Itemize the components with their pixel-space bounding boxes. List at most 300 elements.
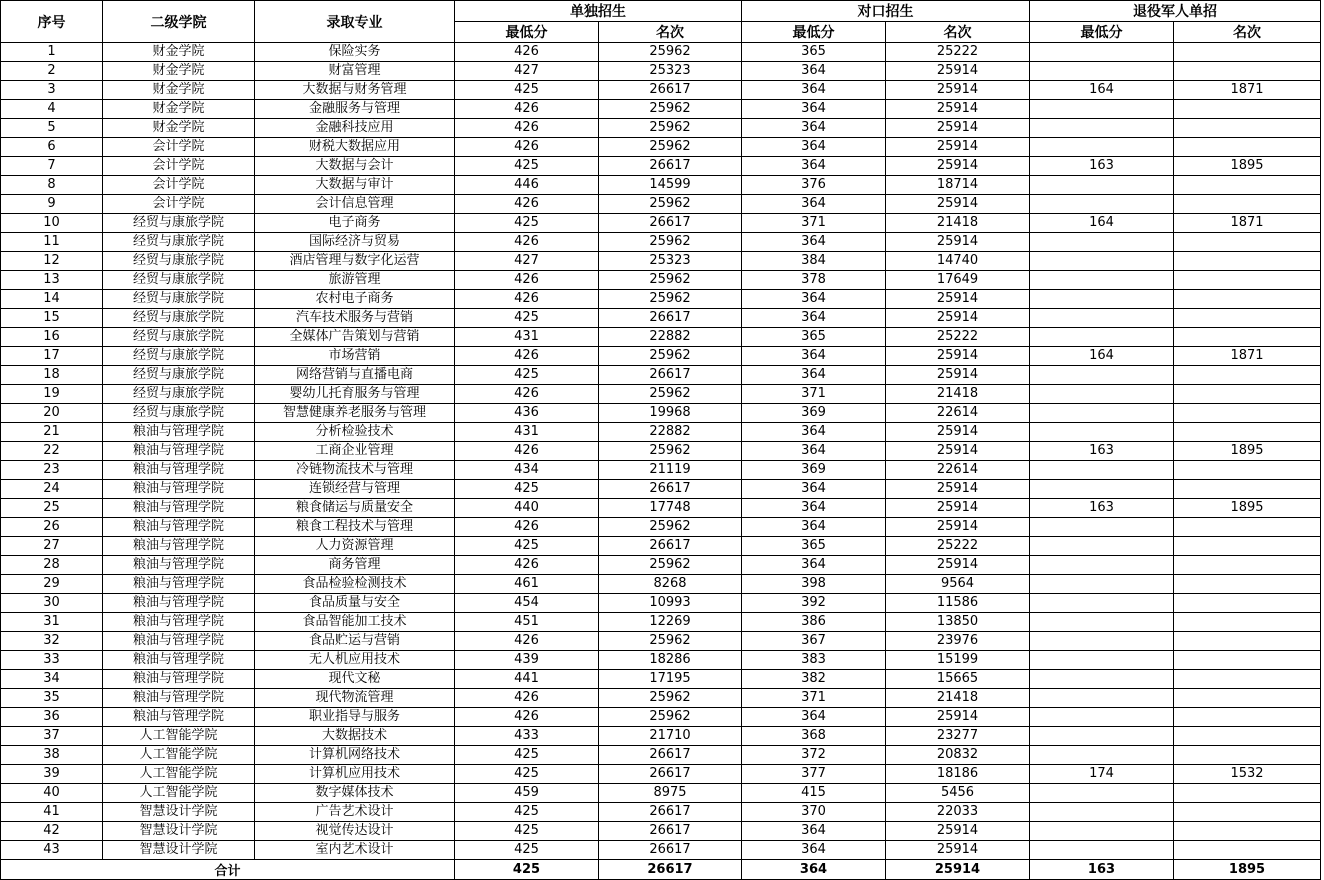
total-cell: 26617: [599, 860, 742, 880]
veteran-rank-cell: [1174, 385, 1321, 404]
single-rank-cell: 25962: [599, 119, 742, 138]
total-cell: 364: [742, 860, 886, 880]
single-min-score-cell: 425: [455, 309, 599, 328]
single-min-score-cell: 426: [455, 708, 599, 727]
counterpart-rank-cell: 21418: [886, 689, 1030, 708]
seq-cell: 35: [1, 689, 103, 708]
major-cell: 计算机网络技术: [255, 746, 455, 765]
single-min-score-cell: 425: [455, 480, 599, 499]
counterpart-rank-cell: 25914: [886, 442, 1030, 461]
header-group-single: 单独招生: [455, 1, 742, 22]
table-row: [1, 499, 1321, 518]
seq-cell: 10: [1, 214, 103, 233]
college-cell: 智慧设计学院: [103, 803, 255, 822]
table-row: [1, 613, 1321, 632]
header-seq: 序号: [1, 1, 103, 43]
single-min-score-cell: 426: [455, 233, 599, 252]
veteran-rank-cell: [1174, 727, 1321, 746]
counterpart-min-score-cell: 364: [742, 81, 886, 100]
single-min-score-cell: 461: [455, 575, 599, 594]
counterpart-min-score-cell: 365: [742, 537, 886, 556]
counterpart-min-score-cell: 371: [742, 385, 886, 404]
counterpart-min-score-cell: 364: [742, 518, 886, 537]
table-row: [1, 366, 1321, 385]
major-cell: 数字媒体技术: [255, 784, 455, 803]
table-row: [1, 138, 1321, 157]
veteran-rank-cell: [1174, 271, 1321, 290]
counterpart-rank-cell: 9564: [886, 575, 1030, 594]
table-row: [1, 537, 1321, 556]
college-cell: 会计学院: [103, 176, 255, 195]
major-cell: 工商企业管理: [255, 442, 455, 461]
total-row: [1, 860, 1321, 880]
counterpart-min-score-cell: 364: [742, 138, 886, 157]
single-rank-cell: 18286: [599, 651, 742, 670]
single-min-score-cell: 446: [455, 176, 599, 195]
counterpart-rank-cell: 25914: [886, 100, 1030, 119]
single-rank-cell: 8268: [599, 575, 742, 594]
header-group-counterpart: 对口招生: [742, 1, 1030, 22]
college-cell: 经贸与康旅学院: [103, 309, 255, 328]
seq-cell: 2: [1, 62, 103, 81]
veteran-min-score-cell: [1030, 784, 1174, 803]
single-min-score-cell: 425: [455, 746, 599, 765]
table-row: [1, 157, 1321, 176]
seq-cell: 37: [1, 727, 103, 746]
table-row: [1, 841, 1321, 860]
counterpart-min-score-cell: 376: [742, 176, 886, 195]
college-cell: 经贸与康旅学院: [103, 347, 255, 366]
major-cell: 婴幼儿托育服务与管理: [255, 385, 455, 404]
counterpart-min-score-cell: 415: [742, 784, 886, 803]
veteran-min-score-cell: [1030, 746, 1174, 765]
major-cell: 粮食工程技术与管理: [255, 518, 455, 537]
table-row: [1, 43, 1321, 62]
seq-cell: 29: [1, 575, 103, 594]
veteran-min-score-cell: [1030, 385, 1174, 404]
single-min-score-cell: 426: [455, 138, 599, 157]
counterpart-rank-cell: 23976: [886, 632, 1030, 651]
single-rank-cell: 22882: [599, 328, 742, 347]
veteran-min-score-cell: [1030, 822, 1174, 841]
total-cell: 25914: [886, 860, 1030, 880]
single-rank-cell: 17748: [599, 499, 742, 518]
veteran-rank-cell: [1174, 366, 1321, 385]
counterpart-rank-cell: 25914: [886, 366, 1030, 385]
veteran-rank-cell: [1174, 176, 1321, 195]
counterpart-rank-cell: 25914: [886, 822, 1030, 841]
veteran-rank-cell: [1174, 480, 1321, 499]
counterpart-rank-cell: 25914: [886, 81, 1030, 100]
counterpart-rank-cell: 15199: [886, 651, 1030, 670]
veteran-min-score-cell: [1030, 632, 1174, 651]
counterpart-rank-cell: 11586: [886, 594, 1030, 613]
table-row: [1, 309, 1321, 328]
veteran-rank-cell: 1895: [1174, 157, 1321, 176]
table-row: [1, 594, 1321, 613]
college-cell: 粮油与管理学院: [103, 594, 255, 613]
counterpart-min-score-cell: 368: [742, 727, 886, 746]
single-min-score-cell: 426: [455, 442, 599, 461]
header-sub: 名次: [599, 22, 742, 43]
single-min-score-cell: 425: [455, 157, 599, 176]
veteran-min-score-cell: [1030, 670, 1174, 689]
college-cell: 财金学院: [103, 81, 255, 100]
seq-cell: 38: [1, 746, 103, 765]
veteran-rank-cell: [1174, 195, 1321, 214]
veteran-rank-cell: [1174, 461, 1321, 480]
college-cell: 人工智能学院: [103, 746, 255, 765]
seq-cell: 43: [1, 841, 103, 860]
counterpart-rank-cell: 25914: [886, 518, 1030, 537]
single-rank-cell: 26617: [599, 803, 742, 822]
single-min-score-cell: 431: [455, 328, 599, 347]
veteran-rank-cell: 1895: [1174, 442, 1321, 461]
counterpart-rank-cell: 25914: [886, 708, 1030, 727]
counterpart-min-score-cell: 398: [742, 575, 886, 594]
table-row: [1, 271, 1321, 290]
table-row: [1, 632, 1321, 651]
veteran-min-score-cell: [1030, 480, 1174, 499]
college-cell: 财金学院: [103, 43, 255, 62]
single-min-score-cell: 426: [455, 518, 599, 537]
college-cell: 会计学院: [103, 157, 255, 176]
table-row: [1, 385, 1321, 404]
veteran-min-score-cell: [1030, 651, 1174, 670]
total-label: 合计: [1, 860, 455, 880]
major-cell: 智慧健康养老服务与管理: [255, 404, 455, 423]
single-min-score-cell: 425: [455, 81, 599, 100]
table-row: [1, 784, 1321, 803]
college-cell: 粮油与管理学院: [103, 499, 255, 518]
single-rank-cell: 26617: [599, 480, 742, 499]
seq-cell: 27: [1, 537, 103, 556]
major-cell: 现代物流管理: [255, 689, 455, 708]
table-row: [1, 233, 1321, 252]
college-cell: 粮油与管理学院: [103, 575, 255, 594]
veteran-rank-cell: [1174, 689, 1321, 708]
single-rank-cell: 22882: [599, 423, 742, 442]
college-cell: 粮油与管理学院: [103, 480, 255, 499]
veteran-min-score-cell: [1030, 689, 1174, 708]
veteran-rank-cell: [1174, 803, 1321, 822]
major-cell: 汽车技术服务与营销: [255, 309, 455, 328]
veteran-min-score-cell: [1030, 803, 1174, 822]
veteran-min-score-cell: [1030, 841, 1174, 860]
single-rank-cell: 26617: [599, 765, 742, 784]
major-cell: 国际经济与贸易: [255, 233, 455, 252]
major-cell: 无人机应用技术: [255, 651, 455, 670]
college-cell: 经贸与康旅学院: [103, 366, 255, 385]
single-min-score-cell: 425: [455, 537, 599, 556]
major-cell: 全媒体广告策划与营销: [255, 328, 455, 347]
table-row: [1, 727, 1321, 746]
single-rank-cell: 19968: [599, 404, 742, 423]
single-min-score-cell: 426: [455, 119, 599, 138]
single-min-score-cell: 426: [455, 43, 599, 62]
single-min-score-cell: 441: [455, 670, 599, 689]
single-min-score-cell: 433: [455, 727, 599, 746]
veteran-min-score-cell: 163: [1030, 442, 1174, 461]
veteran-min-score-cell: 164: [1030, 81, 1174, 100]
college-cell: 人工智能学院: [103, 727, 255, 746]
major-cell: 分析检验技术: [255, 423, 455, 442]
counterpart-rank-cell: 5456: [886, 784, 1030, 803]
header-sub: 最低分: [742, 22, 886, 43]
counterpart-min-score-cell: 365: [742, 43, 886, 62]
single-rank-cell: 25962: [599, 195, 742, 214]
single-rank-cell: 26617: [599, 537, 742, 556]
college-cell: 粮油与管理学院: [103, 461, 255, 480]
counterpart-min-score-cell: 371: [742, 214, 886, 233]
major-cell: 大数据技术: [255, 727, 455, 746]
major-cell: 视觉传达设计: [255, 822, 455, 841]
veteran-rank-cell: [1174, 841, 1321, 860]
seq-cell: 4: [1, 100, 103, 119]
counterpart-rank-cell: 25914: [886, 480, 1030, 499]
single-rank-cell: 25962: [599, 556, 742, 575]
veteran-rank-cell: [1174, 328, 1321, 347]
college-cell: 粮油与管理学院: [103, 442, 255, 461]
veteran-min-score-cell: [1030, 556, 1174, 575]
single-rank-cell: 25962: [599, 518, 742, 537]
counterpart-rank-cell: 25914: [886, 119, 1030, 138]
seq-cell: 1: [1, 43, 103, 62]
counterpart-rank-cell: 25914: [886, 499, 1030, 518]
major-cell: 金融服务与管理: [255, 100, 455, 119]
veteran-rank-cell: 1871: [1174, 214, 1321, 233]
seq-cell: 11: [1, 233, 103, 252]
counterpart-rank-cell: 25914: [886, 138, 1030, 157]
veteran-rank-cell: [1174, 252, 1321, 271]
seq-cell: 22: [1, 442, 103, 461]
seq-cell: 3: [1, 81, 103, 100]
veteran-rank-cell: [1174, 594, 1321, 613]
single-rank-cell: 10993: [599, 594, 742, 613]
major-cell: 商务管理: [255, 556, 455, 575]
counterpart-min-score-cell: 369: [742, 404, 886, 423]
veteran-rank-cell: [1174, 708, 1321, 727]
veteran-min-score-cell: [1030, 309, 1174, 328]
counterpart-rank-cell: 20832: [886, 746, 1030, 765]
header-major: 录取专业: [255, 1, 455, 43]
veteran-rank-cell: 1871: [1174, 81, 1321, 100]
veteran-min-score-cell: [1030, 518, 1174, 537]
single-min-score-cell: 426: [455, 689, 599, 708]
major-cell: 电子商务: [255, 214, 455, 233]
seq-cell: 21: [1, 423, 103, 442]
header-sub: 最低分: [1030, 22, 1174, 43]
major-cell: 会计信息管理: [255, 195, 455, 214]
major-cell: 人力资源管理: [255, 537, 455, 556]
counterpart-min-score-cell: 377: [742, 765, 886, 784]
veteran-min-score-cell: [1030, 62, 1174, 81]
table-row: [1, 252, 1321, 271]
major-cell: 食品智能加工技术: [255, 613, 455, 632]
major-cell: 大数据与财务管理: [255, 81, 455, 100]
college-cell: 粮油与管理学院: [103, 632, 255, 651]
veteran-rank-cell: [1174, 518, 1321, 537]
seq-cell: 15: [1, 309, 103, 328]
veteran-rank-cell: [1174, 423, 1321, 442]
counterpart-min-score-cell: 364: [742, 480, 886, 499]
major-cell: 金融科技应用: [255, 119, 455, 138]
veteran-min-score-cell: [1030, 537, 1174, 556]
major-cell: 广告艺术设计: [255, 803, 455, 822]
seq-cell: 16: [1, 328, 103, 347]
counterpart-min-score-cell: 364: [742, 309, 886, 328]
major-cell: 食品贮运与营销: [255, 632, 455, 651]
veteran-rank-cell: [1174, 62, 1321, 81]
veteran-min-score-cell: [1030, 727, 1174, 746]
counterpart-rank-cell: 22614: [886, 461, 1030, 480]
veteran-rank-cell: [1174, 556, 1321, 575]
counterpart-rank-cell: 22614: [886, 404, 1030, 423]
total-cell: 425: [455, 860, 599, 880]
veteran-rank-cell: [1174, 100, 1321, 119]
counterpart-min-score-cell: 364: [742, 62, 886, 81]
seq-cell: 33: [1, 651, 103, 670]
header-college: 二级学院: [103, 1, 255, 43]
single-min-score-cell: 431: [455, 423, 599, 442]
veteran-min-score-cell: [1030, 290, 1174, 309]
table-body: [1, 43, 1321, 860]
single-min-score-cell: 427: [455, 252, 599, 271]
veteran-min-score-cell: [1030, 119, 1174, 138]
table-row: [1, 822, 1321, 841]
seq-cell: 31: [1, 613, 103, 632]
header-sub: 最低分: [455, 22, 599, 43]
veteran-rank-cell: 1532: [1174, 765, 1321, 784]
veteran-min-score-cell: [1030, 252, 1174, 271]
veteran-min-score-cell: [1030, 404, 1174, 423]
single-rank-cell: 26617: [599, 822, 742, 841]
single-rank-cell: 17195: [599, 670, 742, 689]
counterpart-min-score-cell: 364: [742, 195, 886, 214]
college-cell: 人工智能学院: [103, 784, 255, 803]
major-cell: 现代文秘: [255, 670, 455, 689]
single-rank-cell: 21119: [599, 461, 742, 480]
table-row: [1, 81, 1321, 100]
single-min-score-cell: 425: [455, 765, 599, 784]
single-min-score-cell: 451: [455, 613, 599, 632]
single-min-score-cell: 425: [455, 366, 599, 385]
veteran-min-score-cell: 164: [1030, 214, 1174, 233]
college-cell: 会计学院: [103, 195, 255, 214]
seq-cell: 14: [1, 290, 103, 309]
counterpart-rank-cell: 25222: [886, 328, 1030, 347]
counterpart-rank-cell: 25914: [886, 290, 1030, 309]
table-row: [1, 651, 1321, 670]
total-cell: 1895: [1174, 860, 1321, 880]
college-cell: 人工智能学院: [103, 765, 255, 784]
veteran-min-score-cell: [1030, 423, 1174, 442]
counterpart-rank-cell: 25914: [886, 841, 1030, 860]
seq-cell: 7: [1, 157, 103, 176]
college-cell: 财金学院: [103, 62, 255, 81]
veteran-rank-cell: [1174, 784, 1321, 803]
counterpart-min-score-cell: 372: [742, 746, 886, 765]
seq-cell: 20: [1, 404, 103, 423]
college-cell: 经贸与康旅学院: [103, 328, 255, 347]
single-min-score-cell: 426: [455, 100, 599, 119]
single-rank-cell: 25323: [599, 62, 742, 81]
table-row: [1, 689, 1321, 708]
counterpart-min-score-cell: 378: [742, 271, 886, 290]
veteran-min-score-cell: [1030, 176, 1174, 195]
seq-cell: 17: [1, 347, 103, 366]
counterpart-rank-cell: 14740: [886, 252, 1030, 271]
counterpart-min-score-cell: 369: [742, 461, 886, 480]
counterpart-min-score-cell: 364: [742, 119, 886, 138]
single-rank-cell: 25962: [599, 442, 742, 461]
veteran-min-score-cell: [1030, 233, 1174, 252]
table-row: [1, 556, 1321, 575]
veteran-min-score-cell: [1030, 138, 1174, 157]
seq-cell: 24: [1, 480, 103, 499]
single-min-score-cell: 440: [455, 499, 599, 518]
seq-cell: 9: [1, 195, 103, 214]
counterpart-min-score-cell: 364: [742, 157, 886, 176]
total-cell: 163: [1030, 860, 1174, 880]
college-cell: 粮油与管理学院: [103, 708, 255, 727]
major-cell: 室内艺术设计: [255, 841, 455, 860]
veteran-min-score-cell: [1030, 271, 1174, 290]
veteran-min-score-cell: [1030, 575, 1174, 594]
table-row: [1, 100, 1321, 119]
college-cell: 经贸与康旅学院: [103, 271, 255, 290]
college-cell: 智慧设计学院: [103, 822, 255, 841]
seq-cell: 23: [1, 461, 103, 480]
college-cell: 粮油与管理学院: [103, 423, 255, 442]
single-min-score-cell: 425: [455, 822, 599, 841]
table-row: [1, 347, 1321, 366]
major-cell: 大数据与会计: [255, 157, 455, 176]
major-cell: 食品检验检测技术: [255, 575, 455, 594]
college-cell: 会计学院: [103, 138, 255, 157]
counterpart-min-score-cell: 364: [742, 100, 886, 119]
major-cell: 食品质量与安全: [255, 594, 455, 613]
table-row: [1, 119, 1321, 138]
table-row: [1, 442, 1321, 461]
single-rank-cell: 25962: [599, 708, 742, 727]
counterpart-rank-cell: 25914: [886, 195, 1030, 214]
college-cell: 经贸与康旅学院: [103, 385, 255, 404]
table-row: [1, 765, 1321, 784]
counterpart-rank-cell: 25914: [886, 233, 1030, 252]
header-sub: 名次: [886, 22, 1030, 43]
table-row: [1, 461, 1321, 480]
major-cell: 市场营销: [255, 347, 455, 366]
seq-cell: 18: [1, 366, 103, 385]
single-min-score-cell: 436: [455, 404, 599, 423]
counterpart-min-score-cell: 383: [742, 651, 886, 670]
veteran-rank-cell: 1895: [1174, 499, 1321, 518]
header-sub: 名次: [1174, 22, 1321, 43]
veteran-min-score-cell: [1030, 43, 1174, 62]
table-row: [1, 708, 1321, 727]
major-cell: 农村电子商务: [255, 290, 455, 309]
counterpart-rank-cell: 18714: [886, 176, 1030, 195]
major-cell: 网络营销与直播电商: [255, 366, 455, 385]
single-min-score-cell: 426: [455, 556, 599, 575]
single-min-score-cell: 426: [455, 347, 599, 366]
table-row: [1, 423, 1321, 442]
veteran-rank-cell: [1174, 613, 1321, 632]
counterpart-min-score-cell: 365: [742, 328, 886, 347]
college-cell: 经贸与康旅学院: [103, 404, 255, 423]
major-cell: 财富管理: [255, 62, 455, 81]
